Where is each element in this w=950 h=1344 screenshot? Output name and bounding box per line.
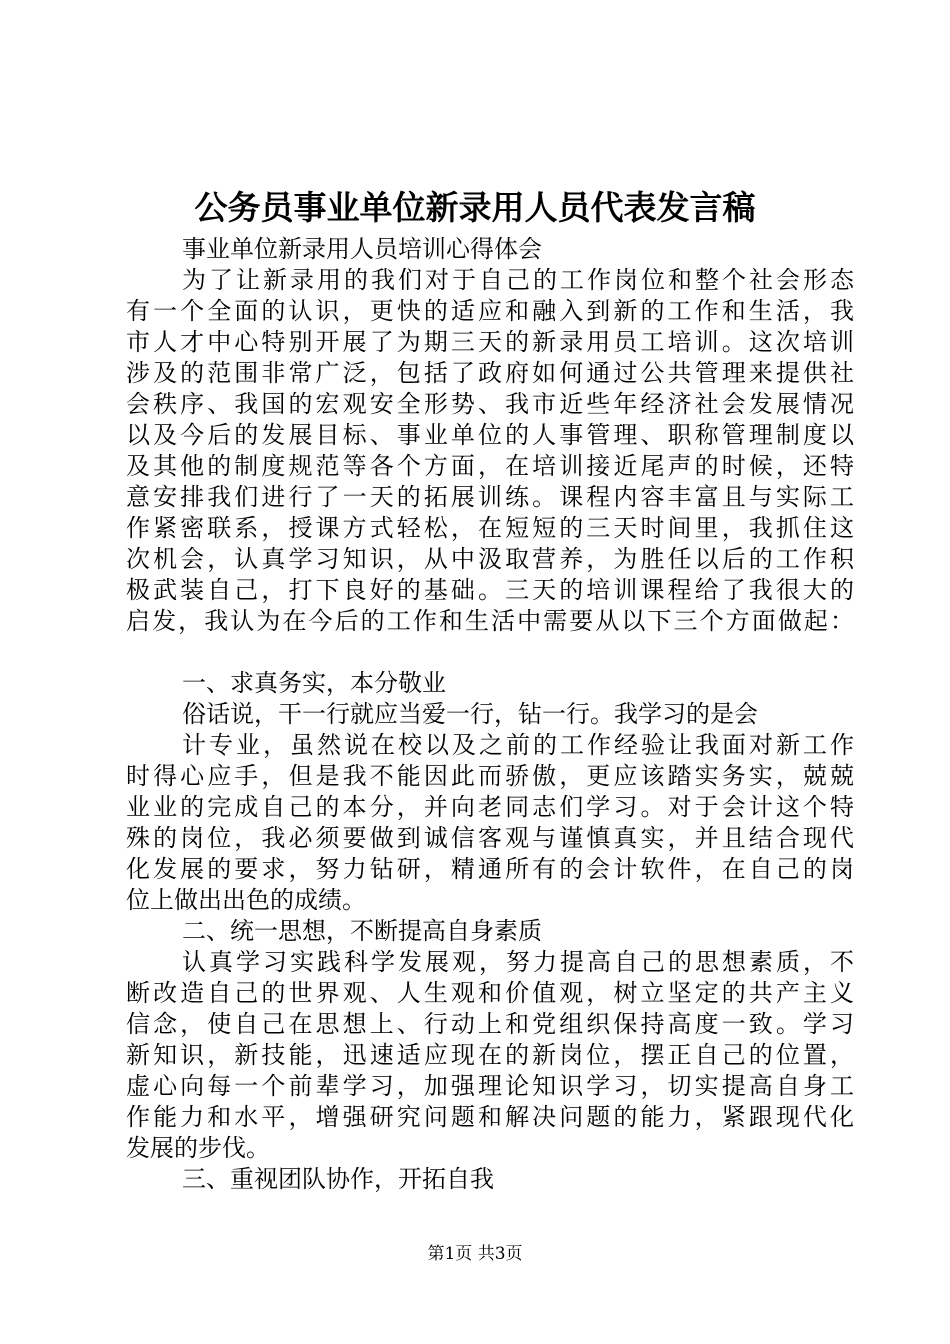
document-body [126, 234, 854, 1195]
subtitle-line: 事业单位新录用人员培训心得体会 [182, 235, 542, 263]
paragraph-line: 启发，我认为在今后的工作和生活中需要从以下三个方面做起： [126, 607, 854, 635]
paragraph-line: 会秩序、我国的宏观安全形势、我市近些年经济社会发展情况 [126, 390, 854, 418]
paragraph-line: 以及今后的发展目标、事业单位的人事管理、职称管理制度以 [126, 421, 854, 449]
paragraph-line: 信念，使自己在思想上、行动上和党组织保持高度一致。学习 [126, 1010, 854, 1038]
paragraph-line: 虚心向每一个前辈学习，加强理论知识学习，切实提高自身工 [126, 1072, 854, 1100]
paragraph-line: 时得心应手，但是我不能因此而骄傲，更应该踏实务实，兢兢 [126, 762, 854, 790]
paragraph-line: 业业的完成自己的本分，并向老同志们学习。对于会计这个特 [126, 793, 854, 821]
paragraph-line: 作能力和水平，增强研究问题和解决问题的能力，紧跟现代化 [126, 1103, 854, 1131]
paragraph-line: 极武装自己，打下良好的基础。三天的培训课程给了我很大的 [126, 576, 854, 604]
document-title: 公务员事业单位新录用人员代表发言稿 [194, 188, 756, 227]
paragraph-line: 发展的步伐。 [126, 1134, 270, 1162]
paragraph-line: 新知识，新技能，迅速适应现在的新岗位，摆正自己的位置， [126, 1041, 854, 1069]
paragraph-line: 位上做出出色的成绩。 [126, 886, 366, 914]
paragraph-line: 市人才中心特别开展了为期三天的新录用员工培训。这次培训 [126, 328, 854, 356]
section-heading: 三、重视团队协作，开拓自我 [182, 1165, 494, 1193]
paragraph-line: 化发展的要求，努力钻研，精通所有的会计软件，在自己的岗 [126, 855, 854, 883]
paragraph-line: 认真学习实践科学发展观，努力提高自己的思想素质，不 [182, 948, 854, 976]
paragraph-line: 有一个全面的认识，更快的适应和融入到新的工作和生活，我 [126, 297, 854, 325]
paragraph-line: 计专业，虽然说在校以及之前的工作经验让我面对新工作 [182, 731, 854, 759]
paragraph-line: 俗话说，干一行就应当爱一行，钻一行。我学习的是会 [182, 700, 758, 728]
page-footer: 第1页 共3页 [427, 1244, 523, 1264]
paragraph-line: 为了让新录用的我们对于自己的工作岗位和整个社会形态 [182, 266, 854, 294]
paragraph-line: 意安排我们进行了一天的拓展训练。课程内容丰富且与实际工 [126, 483, 854, 511]
paragraph-line: 次机会，认真学习知识，从中汲取营养，为胜任以后的工作积 [126, 545, 854, 573]
paragraph-line: 作紧密联系，授课方式轻松，在短短的三天时间里，我抓住这 [126, 514, 854, 542]
blank-line [126, 637, 854, 668]
paragraph-line: 断改造自己的世界观、人生观和价值观，树立坚定的共产主义 [126, 979, 854, 1007]
section-heading: 一、求真务实，本分敬业 [182, 669, 446, 697]
paragraph-line: 殊的岗位，我必须要做到诚信客观与谨慎真实，并且结合现代 [126, 824, 854, 852]
paragraph-line: 及其他的制度规范等各个方面，在培训接近尾声的时候，还特 [126, 452, 854, 480]
paragraph-line: 涉及的范围非常广泛，包括了政府如何通过公共管理来提供社 [126, 359, 854, 387]
section-heading: 二、统一思想，不断提高自身素质 [182, 917, 542, 945]
